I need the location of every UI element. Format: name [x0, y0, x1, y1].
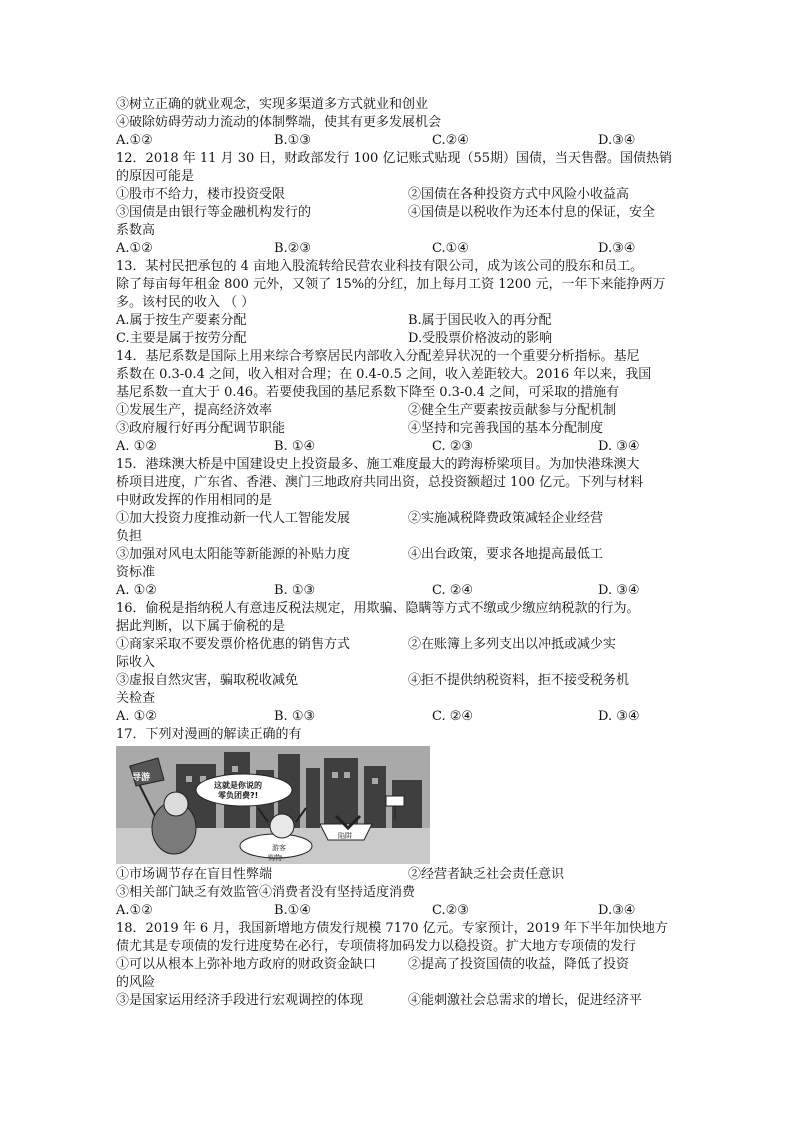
q13-stem: 13．某村民把承包的 4 亩地入股流转给民营农业科技有限公司，成为该公司的股东和员工。 — [116, 259, 644, 274]
q16-choices — [116, 708, 686, 726]
q18-options-row1 — [116, 956, 686, 974]
choice-b: B. ①④ — [274, 439, 316, 454]
q12-stem: 12．2018 年 11 月 30 日，财政部发行 100 亿记账式贴现（55期）国债，当天售罄。国债热销 — [116, 151, 672, 166]
choice-b: B.①③ — [274, 133, 311, 148]
q16-option-4: ④拒不提供纳税资料，拒不接受税务机 — [408, 673, 630, 688]
choice-d: D.③④ — [598, 133, 636, 148]
q18-option-3: ③是国家运用经济手段进行宏观调控的体现 — [116, 993, 364, 1008]
choice-c: C.①④ — [432, 241, 469, 256]
shopping-label: 购物 — [268, 854, 282, 862]
q16-option-3: ③虚报自然灾害，骗取税收减免 — [116, 673, 299, 688]
q14-stem-cont: 系数在 0.3-0.4 之间，收入相对合理；在 0.4-0.5 之间，收入差距较大。2016 年以来，我国 — [116, 367, 652, 382]
flag-label: 导游 — [132, 773, 151, 783]
q12-option-1: ①股市不给力，楼市投资受限 — [116, 187, 286, 202]
q11-option-3: ③树立正确的就业观念，实现多渠道多方式就业和创业 — [116, 97, 429, 112]
q15-options-row1 — [116, 510, 686, 528]
q13-option-d: D.受股票价格波动的影响 — [408, 331, 553, 346]
q15-stem: 15．港珠澳大桥是中国建设史上投资最多、施工难度最大的跨海桥梁项目。为加快港珠澳大 — [116, 457, 640, 472]
q15-option-1: ①加大投资力度推动新一代人工智能发展 — [116, 511, 351, 526]
q15-options-row2 — [116, 546, 686, 564]
q12-option-4: ④国债是以税收作为还本付息的保证，安全 — [408, 205, 656, 220]
q18-options-row2 — [116, 992, 686, 1010]
q14-stem-cont2: 基尼系数一直大于 0.46。若要使我国的基尼系数下降至 0.3-0.4 之间，可采取的措施有 — [116, 385, 620, 400]
q17-option-1: ①市场调节存在盲目性弊端 — [116, 867, 273, 882]
page-content — [116, 96, 686, 1010]
choice-d: D. ③④ — [598, 439, 640, 454]
q18-option-2: ②提高了投资国债的收益，降低了投资 — [408, 957, 630, 972]
q17-option-2: ②经营者缺乏社会责任意识 — [408, 867, 565, 882]
choice-a: A. ①② — [116, 583, 157, 598]
q16-stem-cont: 据此判断，以下属于偷税的是 — [116, 619, 286, 634]
choice-b: B.②③ — [274, 241, 311, 256]
q14-option-1: ①发展生产，提高经济效率 — [116, 403, 273, 418]
q12-options-row2 — [116, 204, 686, 222]
q12-choices — [116, 240, 686, 258]
tourist-label: 游客 — [272, 844, 286, 852]
q15-option-2-cont: 负担 — [116, 529, 143, 544]
choice-a: A.①② — [116, 133, 153, 148]
q13-option-c: C.主要是属于按劳分配 — [116, 331, 247, 346]
q13-options-row2 — [116, 330, 686, 348]
q18-stem: 18．2019 年 6 月，我国新增地方债发行规模 7170 亿元。专家预计，2019 年下半年加快地方 — [116, 921, 668, 936]
q11-choices — [116, 132, 686, 150]
q14-choices — [116, 438, 686, 456]
q16-options-row1 — [116, 636, 686, 654]
choice-b: B.①④ — [274, 903, 311, 918]
q16-option-2-cont: 际收入 — [116, 655, 156, 670]
choice-a: A. ①② — [116, 709, 157, 724]
choice-a: A.①② — [116, 903, 153, 918]
q13-option-a: A.属于按生产要素分配 — [116, 313, 247, 328]
q12-option-3: ③国债是由银行等金融机构发行的 — [116, 205, 312, 220]
choice-b: B. ①③ — [274, 583, 316, 598]
q16-options-row2 — [116, 672, 686, 690]
q18-option-2-cont: 的风险 — [116, 975, 156, 990]
q18-option-1: ①可以从根本上弥补地方政府的财政资金缺口 — [116, 957, 377, 972]
q12-stem-cont: 的原因可能是 — [116, 169, 195, 184]
trap-label: 陷阱 — [338, 832, 352, 840]
choice-d: D.③④ — [598, 903, 636, 918]
q18-option-4: ④能刺激社会总需求的增长，促进经济平 — [408, 993, 643, 1008]
choice-a: A.①② — [116, 241, 153, 256]
q16-stem: 16．偷税是指纳税人有意违反税法规定，用欺骗、隐瞒等方式不缴或少缴应纳税款的行为。 — [116, 601, 640, 616]
choice-d: D. ③④ — [598, 709, 640, 724]
q12-option-2: ②国债在各种投资方式中风险小收益高 — [408, 187, 630, 202]
cartoon-image — [116, 746, 430, 864]
choice-c: C. ②③ — [432, 439, 474, 454]
q13-option-b: B.属于国民收入的再分配 — [408, 313, 552, 328]
speech-line-1: 这就是你说的 — [214, 781, 262, 790]
q13-options-row1 — [116, 312, 686, 330]
q14-option-2: ②健全生产要素按贡献参与分配机制 — [408, 403, 617, 418]
q18-stem-cont: 债尤其是专项债的发行进度势在必行，专项债将加码发力以稳投资。扩大地方专项债的发行 — [116, 939, 637, 954]
q15-choices — [116, 582, 686, 600]
q13-stem-cont: 除了每亩每年租金 800 元外，又领了 15%的分红，加上每月工资 1200 元，一年下来能挣两万 — [116, 277, 666, 292]
choice-d: D.③④ — [598, 241, 636, 256]
choice-c: C.②④ — [432, 133, 469, 148]
cartoon-drawing — [116, 746, 430, 864]
q13-stem-cont2: 多。该村民的收入 （ ） — [116, 295, 255, 310]
q15-stem-cont: 桥项目进度，广东省、香港、澳门三地政府共同出资，总投资额超过 100 亿元。下列与材料 — [116, 475, 644, 490]
choice-c: C. ②④ — [432, 709, 474, 724]
choice-b: B. ①③ — [274, 709, 316, 724]
choice-a: A. ①② — [116, 439, 157, 454]
q14-option-4: ④坚持和完善我国的基本分配制度 — [408, 421, 604, 436]
q14-options-row2 — [116, 420, 686, 438]
q16-option-1: ①商家采取不要发票价格优惠的销售方式 — [116, 637, 351, 652]
speech-line-2: 零负团费?! — [218, 791, 259, 800]
q15-option-4: ④出台政策，要求各地提高最低工 — [408, 547, 604, 562]
q17-choices — [116, 902, 686, 920]
q15-option-3: ③加强对风电太阳能等新能源的补贴力度 — [116, 547, 351, 562]
q14-options-row1 — [116, 402, 686, 420]
q17-stem: 17．下列对漫画的解读正确的有 — [116, 727, 302, 742]
q14-option-3: ③政府履行好再分配调节职能 — [116, 421, 286, 436]
choice-d: D. ③④ — [598, 583, 640, 598]
q15-stem-cont2: 中财政发挥的作用相同的是 — [116, 493, 273, 508]
q17-options-row1 — [116, 866, 686, 884]
q17-options-row2: ③相关部门缺乏有效监管④消费者没有坚持适度消费 — [116, 885, 416, 900]
q15-option-4-cont: 资标准 — [116, 565, 156, 580]
q12-options-row1 — [116, 186, 686, 204]
choice-c: C.②③ — [432, 903, 469, 918]
q15-option-2: ②实施减税降费政策减轻企业经营 — [408, 511, 604, 526]
q14-stem: 14．基尼系数是国际上用来综合考察居民内部收入分配差异状况的一个重要分析指标。基尼 — [116, 349, 640, 364]
q11-option-4: ④破除妨碍劳动力流动的体制弊端，使其有更多发展机会 — [116, 115, 442, 130]
choice-c: C. ②④ — [432, 583, 474, 598]
q16-option-4-cont: 关检查 — [116, 691, 156, 706]
q16-option-2: ②在账簿上多列支出以冲抵或减少实 — [408, 637, 617, 652]
q12-option-4-cont: 系数高 — [116, 223, 156, 238]
